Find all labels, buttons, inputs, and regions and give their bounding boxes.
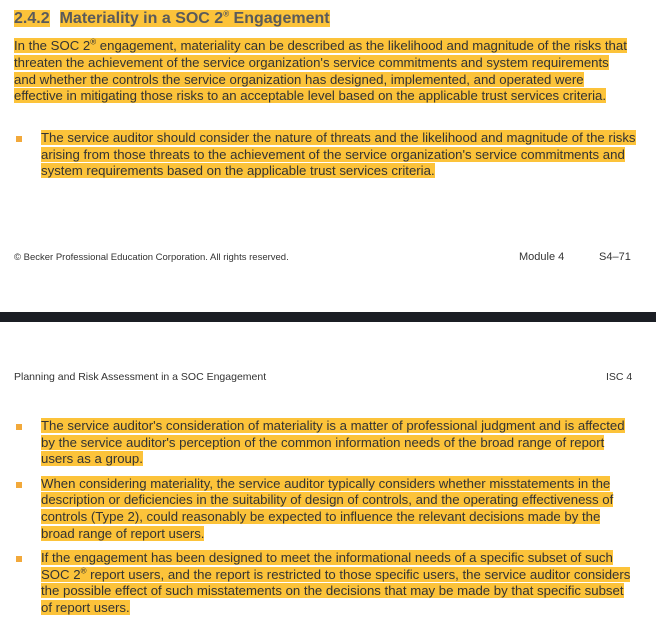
copyright-footer: © Becker Professional Education Corporation. All rights reserved. <box>14 252 289 263</box>
bullet-text: The service auditor should consider the nature of threats and the likelihood and magnitude of the risks arising from those threats to the achievement of the service organization's service commitments and system requirements based on the applicable trust services criteria. <box>41 130 636 179</box>
list-item <box>14 550 636 616</box>
intro-paragraph <box>14 38 634 105</box>
bullet-square-icon <box>16 482 22 488</box>
section-number: 2.4.2 <box>14 10 50 27</box>
module-label: Module 4 <box>519 251 565 263</box>
bullet-square-icon <box>16 556 22 562</box>
bullet-list-top <box>14 130 636 180</box>
bullet-text: The service auditor's consideration of materiality is a matter of professional judgment and is affected by the service auditor's perception of the common information needs of the broad range of report users as a group. <box>41 418 625 467</box>
bullet-list-bottom <box>14 418 636 617</box>
list-item <box>14 476 636 542</box>
list-item <box>14 418 636 468</box>
page-number: S4–71 <box>599 251 631 263</box>
bullet-text: When considering materiality, the service auditor typically considers whether misstatements in the description or deficiencies in the suitability of design of controls, and the operating effectiveness of controls (Type 2), could reasonably be expected to influence the relevant decisions made by the broad range of report users. <box>41 475 614 541</box>
section-heading <box>14 10 330 28</box>
section-code: ISC 4 <box>606 371 633 383</box>
section-title: Materiality in a SOC 2® Engagement <box>59 9 330 27</box>
bullet-square-icon <box>16 136 22 142</box>
page-divider <box>0 312 656 322</box>
page-bottom <box>0 322 656 627</box>
bullet-text: If the engagement has been designed to meet the informational needs of a specific subset of such SOC 2® report users, and the report is restricted to those specific users, the service auditor considers the possible effect of such misstatements on the decisions that may be made by that specific subset of report users. <box>41 550 631 615</box>
bullet-square-icon <box>16 424 22 430</box>
running-header: Planning and Risk Assessment in a SOC Engagement <box>14 371 267 383</box>
page-top <box>0 0 656 312</box>
list-item <box>14 130 636 180</box>
intro-text: In the SOC 2® engagement, materiality can be described as the likelihood and magnitude of the risks that threaten the achievement of the service organization's service commitments and system requirements and whether the controls the service organization has designed, implemented, and operated were effective in mitigating those risks to an acceptable level based on the applicable trust services criteria. <box>14 37 627 104</box>
